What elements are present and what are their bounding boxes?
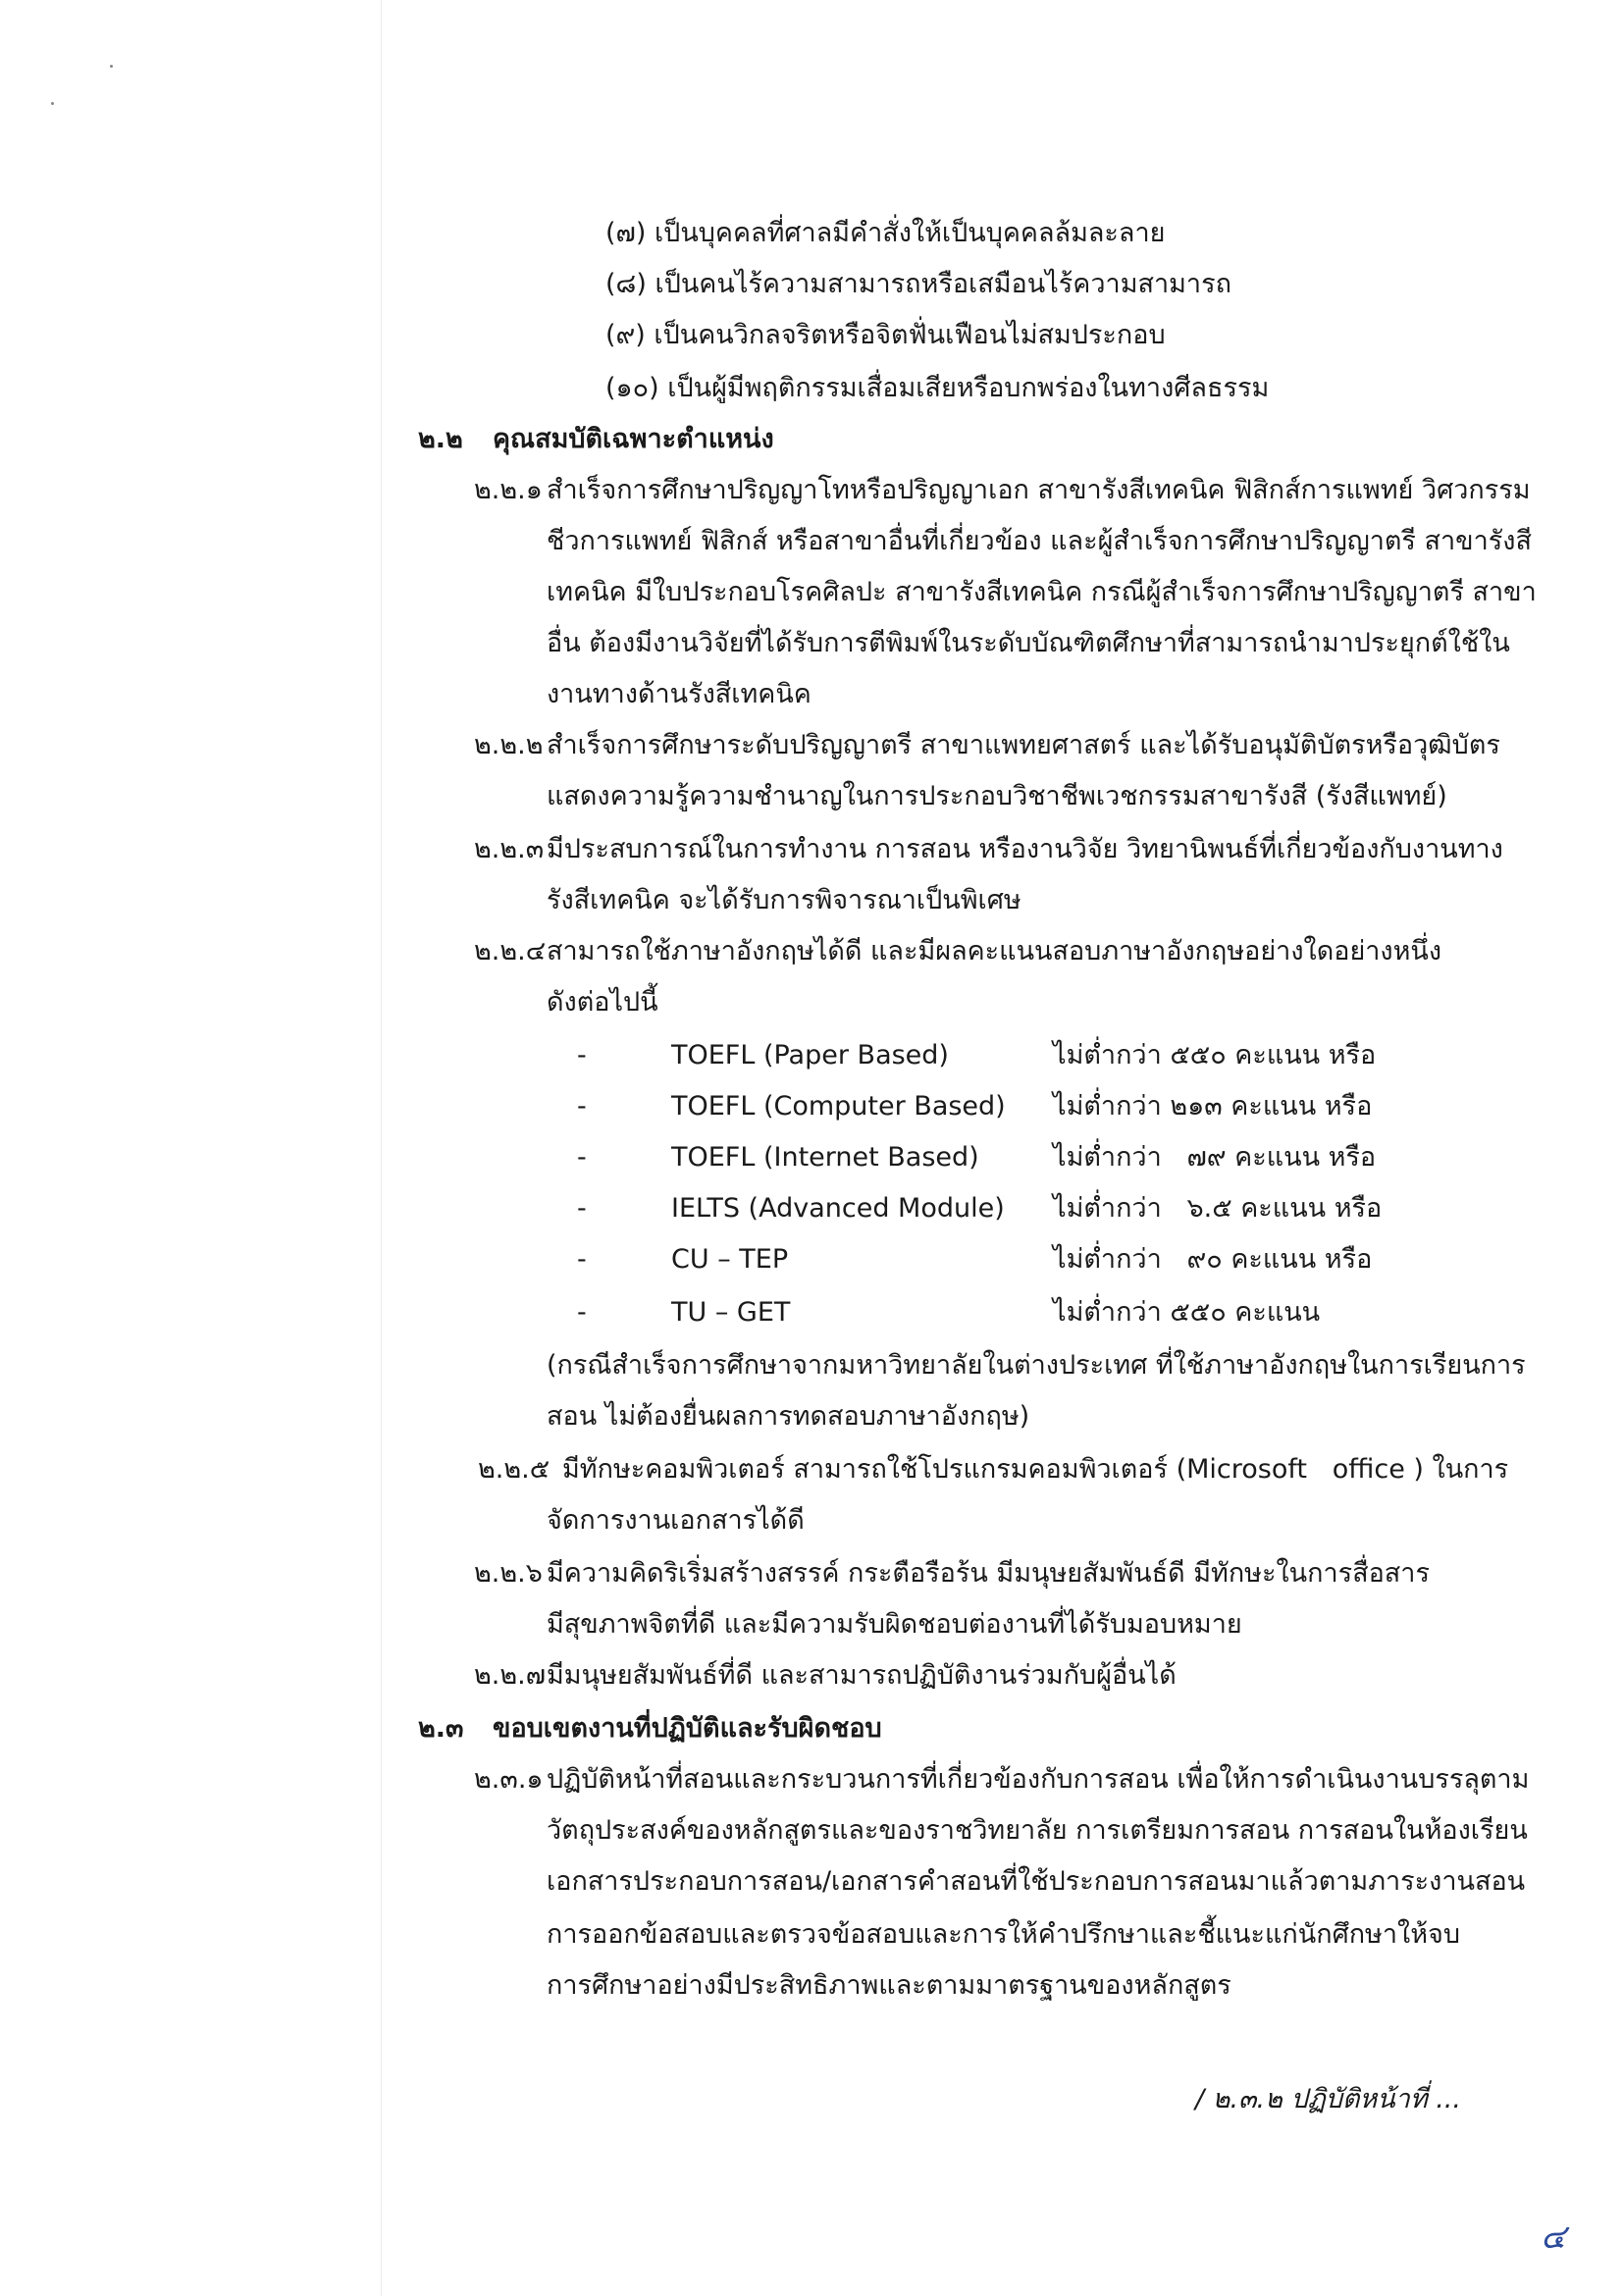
item-line: การศึกษาอย่างมีประสิทธิภาพและตามมาตรฐานของหลักสูตร bbox=[547, 1970, 1231, 2001]
tests-note-line: (กรณีสำเร็จการศึกษาจากมหาวิทยาลัยในต่างประเทศ ที่ใช้ภาษาอังกฤษในการเรียนการ bbox=[547, 1350, 1526, 1381]
item-line: มีความคิดริเริ่มสร้างสรรค์ กระตือรือร้น มีมนุษยสัมพันธ์ดี มีทักษะในการสื่อสาร bbox=[547, 1558, 1430, 1589]
item-line: มีประสบการณ์ในการทำงาน การสอน หรืองานวิจัย วิทยานิพนธ์ที่เกี่ยวข้องกับงานทาง bbox=[547, 834, 1503, 864]
test-dash: - bbox=[577, 1193, 587, 1224]
test-score: ไม่ต่ำกว่า ๕๕๐ คะแนน bbox=[1053, 1297, 1321, 1328]
scan-speck bbox=[110, 65, 113, 68]
test-dash: - bbox=[577, 1297, 587, 1328]
list-item: (๙) เป็นคนวิกลจริตหรือจิตฟั่นเฟือนไม่สมประกอบ bbox=[605, 320, 1166, 350]
item-line: ชีวการแพทย์ ฟิสิกส์ หรือสาขาอื่นที่เกี่ยวข้อง และผู้สำเร็จการศึกษาปริญญาตรี สาขารังสี bbox=[547, 526, 1532, 556]
test-score: ไม่ต่ำกว่า ๗๙ คะแนน หรือ bbox=[1053, 1142, 1377, 1173]
test-dash: - bbox=[577, 1244, 587, 1275]
handwritten-page-mark: ๔ bbox=[1541, 2218, 1566, 2257]
section-title: คุณสมบัติเฉพาะตำแหน่ง bbox=[493, 424, 774, 454]
test-name: TOEFL (Paper Based) bbox=[671, 1040, 949, 1070]
section-number: ๒.๒ bbox=[418, 424, 463, 454]
item-number: ๒.๒.๗ bbox=[474, 1660, 547, 1691]
section-number: ๒.๓ bbox=[418, 1713, 464, 1744]
item-line: แสดงความรู้ความชำนาญในการประกอบวิชาชีพเวชกรรมสาขารังสี (รังสีแพทย์) bbox=[547, 781, 1447, 811]
item-line: รังสีเทคนิค จะได้รับการพิจารณาเป็นพิเศษ bbox=[547, 885, 1021, 915]
item-line: การออกข้อสอบและตรวจข้อสอบและการให้คำปรึกษาและชี้แนะแก่นักศึกษาให้จบ bbox=[547, 1919, 1460, 1950]
item-line: เอกสารประกอบการสอน/เอกสารคำสอนที่ใช้ประกอบการสอนมาแล้วตามภาระงานสอน bbox=[547, 1866, 1526, 1897]
list-item: (๑๐) เป็นผู้มีพฤติกรรมเสื่อมเสียหรือบกพร่องในทางศีลธรรม bbox=[605, 373, 1270, 403]
item-line: มีมนุษยสัมพันธ์ที่ดี และสามารถปฏิบัติงานร่วมกับผู้อื่นได้ bbox=[547, 1660, 1177, 1691]
item-line: ดังต่อไปนี้ bbox=[547, 987, 658, 1018]
item-line: อื่น ต้องมีงานวิจัยที่ได้รับการตีพิมพ์ในระดับบัณฑิตศึกษาที่สามารถนำมาประยุกต์ใช้ใน bbox=[547, 628, 1510, 658]
test-name: IELTS (Advanced Module) bbox=[671, 1193, 1005, 1224]
item-line: งานทางด้านรังสีเทคนิค bbox=[547, 679, 812, 709]
test-score: ไม่ต่ำกว่า ๙๐ คะแนน หรือ bbox=[1053, 1244, 1373, 1275]
test-score: ไม่ต่ำกว่า ๕๕๐ คะแนน หรือ bbox=[1053, 1040, 1377, 1070]
continuation-note: / ๒.๓.๒ ปฏิบัติหน้าที่ ... bbox=[1195, 2084, 1461, 2114]
item-line: มีสุขภาพจิตที่ดี และมีความรับผิดชอบต่องานที่ได้รับมอบหมาย bbox=[547, 1609, 1242, 1640]
scan-edge bbox=[381, 0, 382, 2296]
item-number: ๒.๒.๔ bbox=[474, 936, 547, 966]
item-line: สามารถใช้ภาษาอังกฤษได้ดี และมีผลคะแนนสอบภาษาอังกฤษอย่างใดอย่างหนึ่ง bbox=[547, 936, 1442, 966]
scan-speck bbox=[51, 102, 54, 105]
test-name: TOEFL (Internet Based) bbox=[671, 1142, 979, 1173]
item-line: มีทักษะคอมพิวเตอร์ สามารถใช้โปรแกรมคอมพิวเตอร์ (Microsoft office ) ในการ bbox=[562, 1454, 1509, 1485]
item-number: ๒.๒.๒ bbox=[474, 730, 544, 760]
tests-note-line: สอน ไม่ต้องยื่นผลการทดสอบภาษาอังกฤษ) bbox=[547, 1401, 1030, 1432]
item-number: ๒.๒.๕ bbox=[478, 1454, 550, 1485]
test-dash: - bbox=[577, 1091, 587, 1122]
item-number: ๒.๒.๑ bbox=[474, 475, 543, 505]
test-score: ไม่ต่ำกว่า ๖.๕ คะแนน หรือ bbox=[1053, 1193, 1383, 1224]
item-line: สำเร็จการศึกษาระดับปริญญาตรี สาขาแพทยศาสตร์ และได้รับอนุมัติบัตรหรือวุฒิบัตร bbox=[547, 730, 1500, 760]
item-line: วัตถุประสงค์ของหลักสูตรและของราชวิทยาลัย การเตรียมการสอน การสอนในห้องเรียน bbox=[547, 1815, 1528, 1846]
item-line: เทคนิค มีใบประกอบโรคศิลปะ สาขารังสีเทคนิค กรณีผู้สำเร็จการศึกษาปริญญาตรี สาขา bbox=[547, 577, 1537, 607]
test-name: TU – GET bbox=[671, 1297, 791, 1328]
section-title: ขอบเขตงานที่ปฏิบัติและรับผิดชอบ bbox=[493, 1713, 882, 1744]
item-line: จัดการงานเอกสารได้ดี bbox=[547, 1505, 805, 1536]
item-line: ปฏิบัติหน้าที่สอนและกระบวนการที่เกี่ยวข้องกับการสอน เพื่อให้การดำเนินงานบรรลุตาม bbox=[547, 1764, 1530, 1795]
list-item: (๗) เป็นบุคคลที่ศาลมีคำสั่งให้เป็นบุคคลล้มละลาย bbox=[605, 218, 1166, 248]
item-line: สำเร็จการศึกษาปริญญาโทหรือปริญญาเอก สาขารังสีเทคนิค ฟิสิกส์การแพทย์ วิศวกรรม bbox=[547, 475, 1531, 505]
test-name: CU – TEP bbox=[671, 1244, 789, 1275]
test-dash: - bbox=[577, 1142, 587, 1173]
item-number: ๒.๓.๑ bbox=[474, 1764, 544, 1795]
test-dash: - bbox=[577, 1040, 587, 1070]
item-number: ๒.๒.๓ bbox=[474, 834, 545, 864]
test-name: TOEFL (Computer Based) bbox=[671, 1091, 1006, 1122]
list-item: (๘) เป็นคนไร้ความสามารถหรือเสมือนไร้ความสามารถ bbox=[605, 269, 1231, 299]
test-score: ไม่ต่ำกว่า ๒๑๓ คะแนน หรือ bbox=[1053, 1091, 1373, 1122]
item-number: ๒.๒.๖ bbox=[474, 1558, 543, 1589]
